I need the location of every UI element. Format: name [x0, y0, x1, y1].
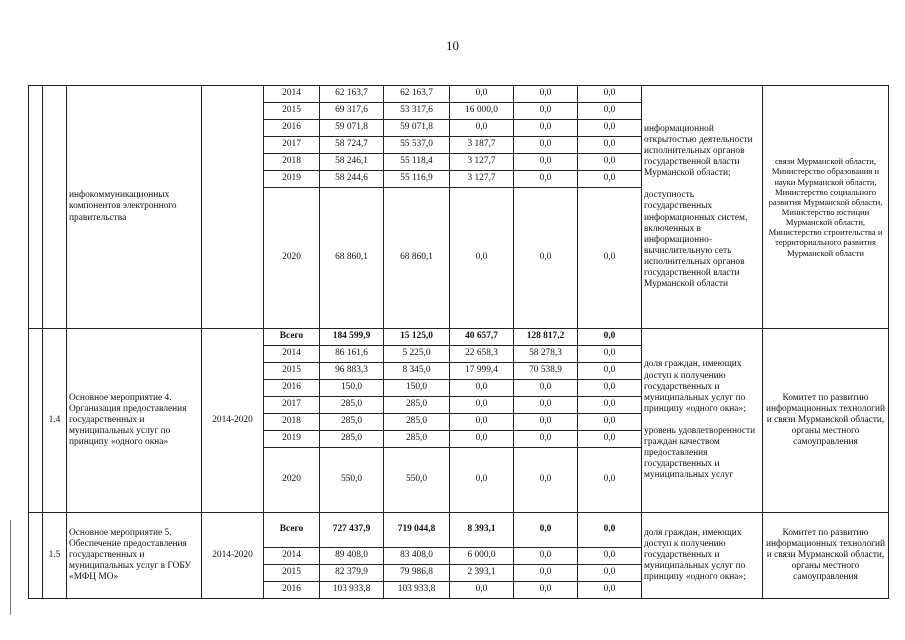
total-cell: 62 163,7 — [320, 86, 384, 103]
event-number-1-5: 1.5 — [43, 513, 67, 599]
year-cell: 2020 — [264, 448, 320, 513]
local-cell: 0,0 — [514, 513, 578, 548]
regional-cell: 62 163,7 — [384, 86, 450, 103]
federal-cell: 0,0 — [450, 120, 514, 137]
other-cell: 0,0 — [578, 363, 642, 380]
event-name-1-4: Основное мероприятие 4. Организация предоставления государственных и муниципальных услуг по принципу «одного окна» — [67, 329, 202, 513]
regional-cell: 53 317,6 — [384, 103, 450, 120]
scan-artifact-line — [10, 520, 11, 615]
total-cell: 68 860,1 — [320, 188, 384, 329]
total-cell: 86 161,6 — [320, 346, 384, 363]
year-cell: 2014 — [264, 346, 320, 363]
local-cell: 128 817,2 — [514, 329, 578, 346]
other-cell: 0,0 — [578, 397, 642, 414]
other-cell: 0,0 — [578, 86, 642, 103]
indicators-1-4: доля граждан, имеющих доступ к получению государственных и муниципальных услуг по принципу «одного окна»; уровень удовлетворенности граждан качеством предоставления государственных и муниципальных услуг — [642, 329, 763, 513]
event-name-1-3: инфокоммуникационных компонентов электронного правительства — [67, 86, 202, 329]
indicators-1-3: информационной открытостью деятельности исполнительных органов государственной власти Мурманской области; доступность государственных информационных систем, включенных в информационно-вычислительную сеть исполнительных органов государственной власти Мурманской области — [642, 86, 763, 329]
local-cell: 0,0 — [514, 431, 578, 448]
total-cell: 285,0 — [320, 397, 384, 414]
other-cell: 0,0 — [578, 154, 642, 171]
event-name-1-5: Основное мероприятие 5. Обеспечение предоставления государственных и муниципальных услуг в ГОБУ «МФЦ МО» — [67, 513, 202, 599]
year-cell: 2019 — [264, 431, 320, 448]
total-cell: 96 883,3 — [320, 363, 384, 380]
regional-cell: 55 116,9 — [384, 171, 450, 188]
other-cell: 0,0 — [578, 565, 642, 582]
federal-cell: 8 393,1 — [450, 513, 514, 548]
federal-cell: 22 658,3 — [450, 346, 514, 363]
year-cell: 2015 — [264, 103, 320, 120]
federal-cell: 3 127,7 — [450, 154, 514, 171]
federal-cell: 3 187,7 — [450, 137, 514, 154]
local-cell: 0,0 — [514, 154, 578, 171]
year-cell: 2020 — [264, 188, 320, 329]
page-number: 10 — [446, 38, 459, 53]
other-cell: 0,0 — [578, 431, 642, 448]
table-row — [29, 513, 889, 548]
local-cell: 0,0 — [514, 86, 578, 103]
executors-1-4: Комитет по развитию информационных технологий и связи Мурманской области, органы местного самоуправления — [763, 329, 889, 513]
section-1-3 — [29, 86, 889, 329]
other-cell: 0,0 — [578, 448, 642, 513]
local-cell: 0,0 — [514, 548, 578, 565]
local-cell: 0,0 — [514, 103, 578, 120]
local-cell: 0,0 — [514, 120, 578, 137]
section-1-4 — [29, 329, 889, 513]
local-cell: 70 538,9 — [514, 363, 578, 380]
local-cell: 58 278,3 — [514, 346, 578, 363]
other-cell: 0,0 — [578, 414, 642, 431]
other-cell: 0,0 — [578, 103, 642, 120]
local-cell: 0,0 — [514, 414, 578, 431]
total-cell: 89 408,0 — [320, 548, 384, 565]
other-cell: 0,0 — [578, 188, 642, 329]
federal-cell: 0,0 — [450, 431, 514, 448]
year-cell: Всего — [264, 329, 320, 346]
total-cell: 184 599,9 — [320, 329, 384, 346]
federal-cell: 16 000,0 — [450, 103, 514, 120]
year-cell: 2018 — [264, 154, 320, 171]
total-cell: 285,0 — [320, 431, 384, 448]
local-cell: 0,0 — [514, 380, 578, 397]
regional-cell: 55 118,4 — [384, 154, 450, 171]
event-number-1-4: 1.4 — [43, 329, 67, 513]
regional-cell: 5 225,0 — [384, 346, 450, 363]
federal-cell: 0,0 — [450, 380, 514, 397]
local-cell: 0,0 — [514, 565, 578, 582]
federal-cell: 17 999,4 — [450, 363, 514, 380]
local-cell: 0,0 — [514, 171, 578, 188]
federal-cell: 6 000,0 — [450, 548, 514, 565]
other-cell: 0,0 — [578, 120, 642, 137]
other-cell: 0,0 — [578, 329, 642, 346]
year-cell: 2015 — [264, 363, 320, 380]
local-cell: 0,0 — [514, 397, 578, 414]
total-cell: 150,0 — [320, 380, 384, 397]
section-1-5 — [29, 513, 889, 599]
year-cell: 2017 — [264, 397, 320, 414]
federal-cell: 0,0 — [450, 397, 514, 414]
other-cell: 0,0 — [578, 137, 642, 154]
total-cell: 82 379,9 — [320, 565, 384, 582]
regional-cell: 68 860,1 — [384, 188, 450, 329]
local-cell: 0,0 — [514, 582, 578, 599]
regional-cell: 285,0 — [384, 431, 450, 448]
regional-cell: 719 044,8 — [384, 513, 450, 548]
year-cell: 2019 — [264, 171, 320, 188]
regional-cell: 59 071,8 — [384, 120, 450, 137]
federal-cell: 0,0 — [450, 582, 514, 599]
other-cell: 0,0 — [578, 380, 642, 397]
local-cell: 0,0 — [514, 137, 578, 154]
regional-cell: 103 933,8 — [384, 582, 450, 599]
regional-cell: 79 986,8 — [384, 565, 450, 582]
year-cell: 2015 — [264, 565, 320, 582]
year-cell: 2016 — [264, 582, 320, 599]
period-1-5: 2014-2020 — [202, 513, 264, 599]
total-cell: 69 317,6 — [320, 103, 384, 120]
year-cell: 2017 — [264, 137, 320, 154]
year-cell: 2014 — [264, 548, 320, 565]
federal-cell: 0,0 — [450, 188, 514, 329]
year-cell: 2014 — [264, 86, 320, 103]
year-cell: 2016 — [264, 120, 320, 137]
federal-cell: 0,0 — [450, 414, 514, 431]
local-cell: 0,0 — [514, 188, 578, 329]
other-cell: 0,0 — [578, 346, 642, 363]
regional-cell: 15 125,0 — [384, 329, 450, 346]
regional-cell: 55 537,0 — [384, 137, 450, 154]
regional-cell: 8 345,0 — [384, 363, 450, 380]
total-cell: 550,0 — [320, 448, 384, 513]
period-1-4: 2014-2020 — [202, 329, 264, 513]
table-row — [29, 86, 889, 103]
total-cell: 58 246,1 — [320, 154, 384, 171]
regional-cell: 150,0 — [384, 380, 450, 397]
total-cell: 59 071,8 — [320, 120, 384, 137]
federal-cell: 40 657,7 — [450, 329, 514, 346]
federal-cell: 0,0 — [450, 86, 514, 103]
other-cell: 0,0 — [578, 548, 642, 565]
year-cell: 2018 — [264, 414, 320, 431]
federal-cell: 2 393,1 — [450, 565, 514, 582]
total-cell: 285,0 — [320, 414, 384, 431]
total-cell: 58 244,6 — [320, 171, 384, 188]
indicators-1-5: доля граждан, имеющих доступ к получению государственных и муниципальных услуг по принципу «одного окна»; — [642, 513, 763, 599]
regional-cell: 285,0 — [384, 414, 450, 431]
year-cell: 2016 — [264, 380, 320, 397]
other-cell: 0,0 — [578, 513, 642, 548]
executors-1-5: Комитет по развитию информационных технологий и связи Мурманской области, органы местного самоуправления — [763, 513, 889, 599]
total-cell: 103 933,8 — [320, 582, 384, 599]
regional-cell: 285,0 — [384, 397, 450, 414]
federal-cell: 3 127,7 — [450, 171, 514, 188]
federal-cell: 0,0 — [450, 448, 514, 513]
year-cell: Всего — [264, 513, 320, 548]
local-cell: 0,0 — [514, 448, 578, 513]
other-cell: 0,0 — [578, 582, 642, 599]
executors-1-3: связи Мурманской области, Министерство образования и науки Мурманской области, Министерство социального развития Мурманской области, Министерство юстиции Мурманской области, Министерство строительства и территориального развития Мурманской области — [763, 86, 889, 329]
table-row — [29, 329, 889, 346]
other-cell: 0,0 — [578, 171, 642, 188]
total-cell: 727 437,9 — [320, 513, 384, 548]
total-cell: 58 724,7 — [320, 137, 384, 154]
regional-cell: 550,0 — [384, 448, 450, 513]
budget-table — [28, 85, 889, 599]
regional-cell: 83 408,0 — [384, 548, 450, 565]
